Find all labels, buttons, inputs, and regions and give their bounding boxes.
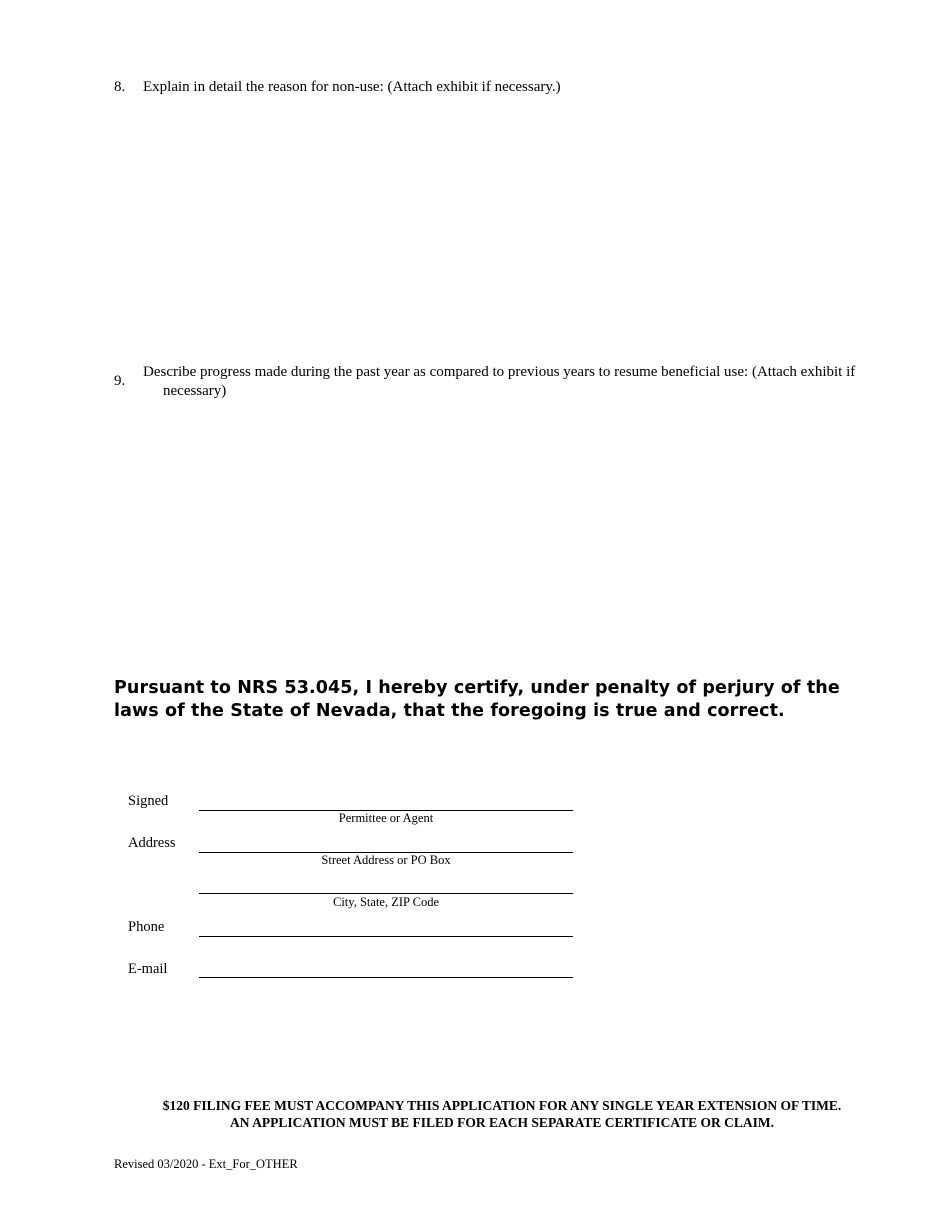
city-state-zip-line[interactable]: [199, 893, 573, 894]
fee-notice-line-2: AN APPLICATION MUST BE FILED FOR EACH SEPARATE CERTIFICATE OR CLAIM.: [230, 1115, 774, 1130]
question-9-number: 9.: [114, 373, 126, 389]
phone-label: Phone: [128, 919, 165, 935]
fee-notice-line-1: $120 FILING FEE MUST ACCOMPANY THIS APPLICATION FOR ANY SINGLE YEAR EXTENSION OF TIME.: [162, 1098, 842, 1113]
question-9-text: Describe progress made during the past year as compared to previous years to resume beneficial use: (Attach exhibit if: [143, 364, 856, 380]
city-state-zip-caption: City, State, ZIP Code: [332, 895, 439, 909]
signed-label: Signed: [128, 793, 169, 809]
question-8-text: Explain in detail the reason for non-use: (Attach exhibit if necessary.): [143, 79, 561, 95]
question-8-answer-area[interactable]: [114, 100, 884, 350]
email-line[interactable]: [199, 977, 573, 978]
question-9-text-continuation: necessary): [163, 383, 227, 399]
phone-line[interactable]: [199, 936, 573, 937]
street-address-caption: Street Address or PO Box: [321, 853, 451, 867]
question-8-number: 8.: [114, 79, 126, 95]
signed-caption: Permittee or Agent: [338, 811, 434, 825]
certification-statement: Pursuant to NRS 53.045, I hereby certify, under penalty of perjury of the laws of the State of Nevada, that the foregoing is true and correct.: [114, 678, 840, 721]
revision-footer: Revised 03/2020 - Ext_For_OTHER: [114, 1157, 298, 1171]
email-label: E-mail: [128, 961, 168, 977]
question-9-answer-area[interactable]: [114, 405, 884, 655]
address-label: Address: [128, 835, 176, 851]
